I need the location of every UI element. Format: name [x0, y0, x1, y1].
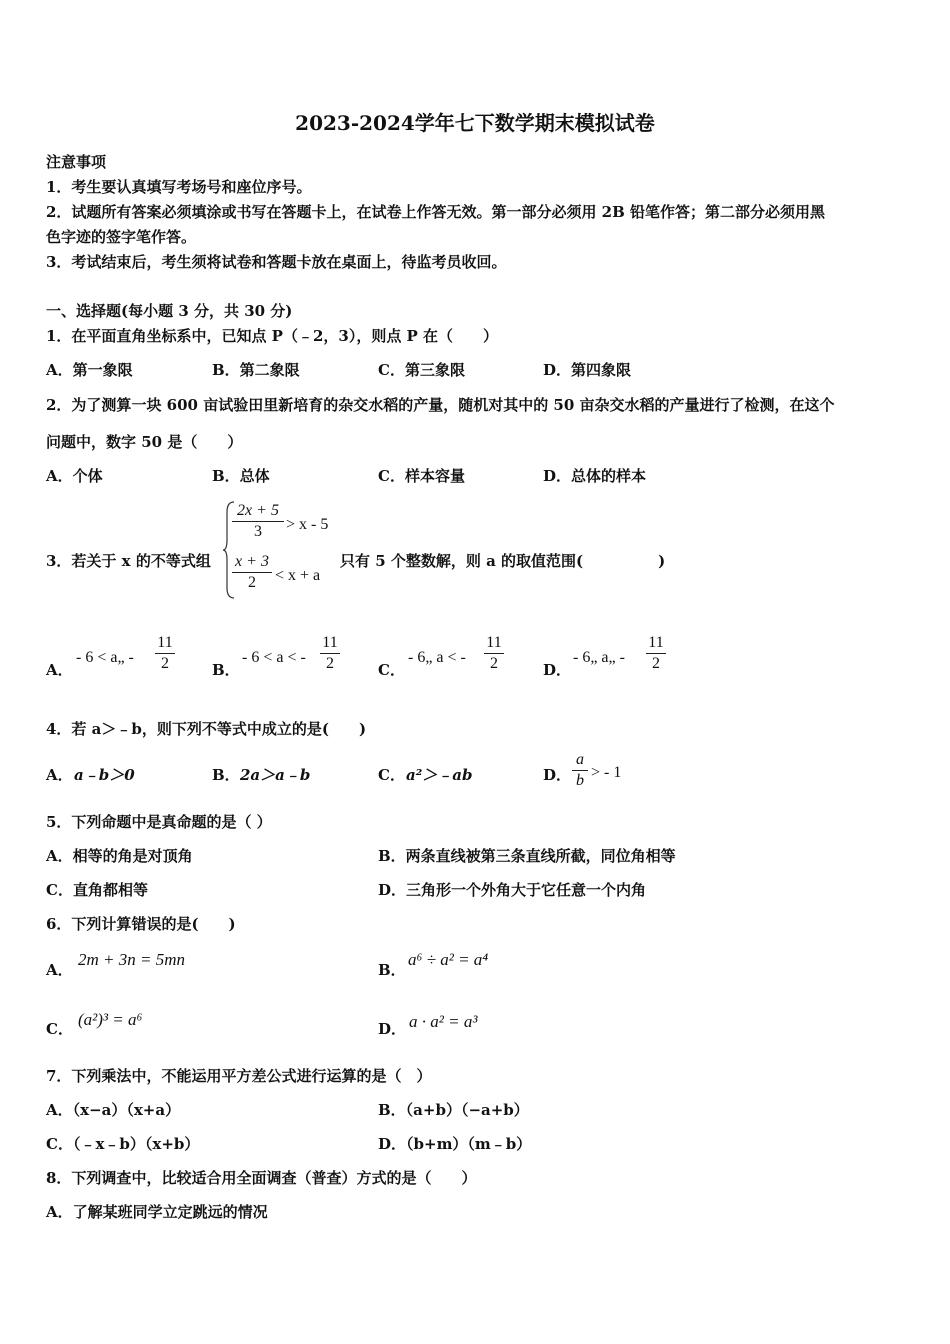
q3-option-d-fraction: 11 2 — [646, 634, 666, 673]
q4-option-a-label: A． — [46, 766, 73, 784]
ineq2-rhs: < x + a — [275, 567, 321, 584]
question-7-stem: 7．下列乘法中，不能运用平方差公式进行运算的是（ ） — [46, 1067, 432, 1085]
q3-option-c-expr: - 6„ a < - — [408, 649, 466, 666]
q1-option-d: D．第四象限 — [543, 361, 632, 379]
q5-option-b: B．两条直线被第三条直线所截，同位角相等 — [378, 847, 676, 865]
section-heading: 一、选择题(每小题 3 分，共 30 分) — [46, 302, 293, 320]
notice-item: 色字迹的签字笔作答。 — [46, 228, 197, 246]
q6-option-d-expr: a · a² = a³ — [409, 1012, 478, 1031]
notice-item: 3．考试结束后，考生须将试卷和答题卡放在桌面上，待监考员收回。 — [46, 253, 507, 271]
q8-option-a: A．了解某班同学立定跳远的情况 — [46, 1203, 268, 1221]
question-2-stem-cont: 问题中，数字 50 是（ ） — [46, 433, 243, 451]
question-2-stem: 2．为了测算一块 600 亩试验田里新培育的杂交水稻的产量，随机对其中的 50 亩杂交水稻的产量进行了检测，在这个 — [46, 396, 835, 414]
ineq1-rhs: > x - 5 — [286, 516, 329, 533]
q5-option-c: C．直角都相等 — [46, 881, 148, 899]
q3-option-b-expr: - 6 < a < - — [242, 649, 306, 666]
q4-option-b-label: B． — [212, 766, 240, 784]
question-1-stem: 1．在平面直角坐标系中，已知点 P（﹣2，3），则点 P 在（ ） — [46, 327, 499, 345]
q3-option-b-fraction: 11 2 — [320, 634, 340, 673]
q2-option-b: B．总体 — [212, 467, 270, 485]
page-title: 2023-2024学年七下数学期末模拟试卷 — [295, 111, 655, 135]
q4-option-b-expr: 2a＞a﹣b — [240, 766, 311, 784]
q2-option-a: A．个体 — [46, 467, 103, 485]
q3-option-a-expr: - 6 < a„ - — [76, 649, 134, 666]
q3-option-a-label: A． — [46, 661, 73, 679]
q6-option-c-expr: (a²)³ = a⁶ — [78, 1010, 143, 1029]
q6-option-c-label: C． — [46, 1020, 73, 1038]
question-4-stem: 4．若 a＞﹣b，则下列不等式中成立的是( ) — [46, 720, 367, 738]
q3-option-a-fraction: 11 2 — [155, 634, 175, 673]
q7-option-c: C．（﹣x﹣b）（x+b） — [46, 1135, 200, 1153]
q6-option-a-label: A． — [46, 961, 73, 979]
q5-option-a: A．相等的角是对顶角 — [46, 847, 193, 865]
question-3-stem-cont: 只有 5 个整数解，则 a 的取值范围( ) — [340, 552, 666, 570]
q5-option-d: D．三角形一个外角大于它任意一个内角 — [378, 881, 647, 899]
q7-option-a: A．（x−a）（x+a） — [46, 1101, 181, 1119]
q4-option-c-expr: a²＞﹣ab — [406, 766, 473, 784]
q1-option-b: B．第二象限 — [212, 361, 300, 379]
q3-option-d-expr: - 6„ a„ - — [573, 649, 625, 666]
q2-option-d: D．总体的样本 — [543, 467, 647, 485]
q1-option-a: A．第一象限 — [46, 361, 133, 379]
q4-option-d-rhs: > - 1 — [591, 764, 622, 781]
q7-option-d: D．（b+m）（m﹣b） — [378, 1135, 532, 1153]
q7-option-b: B．（a+b）（−a+b） — [378, 1101, 529, 1119]
q6-option-b-expr: a⁶ ÷ a² = a⁴ — [408, 950, 489, 969]
q4-option-d-label: D． — [543, 766, 572, 784]
notice-heading: 注意事项 — [46, 153, 107, 171]
q6-option-b-label: B． — [378, 961, 406, 979]
q4-option-a-expr: a﹣b＞0 — [74, 766, 135, 784]
q4-option-c-label: C． — [378, 766, 405, 784]
q2-option-c: C．样本容量 — [378, 467, 465, 485]
question-5-stem: 5．下列命题中是真命题的是（ ） — [46, 813, 272, 831]
question-6-stem: 6．下列计算错误的是( ) — [46, 915, 236, 933]
q6-option-d-label: D． — [378, 1020, 407, 1038]
q3-option-d-label: D． — [543, 661, 572, 679]
q1-option-c: C．第三象限 — [378, 361, 465, 379]
ineq2-fraction: x + 3 2 — [232, 553, 272, 592]
q4-option-d-fraction: a b — [572, 751, 588, 790]
question-8-stem: 8．下列调查中，比较适合用全面调查（普查）方式的是（ ） — [46, 1169, 477, 1187]
q3-option-b-label: B． — [212, 661, 240, 679]
q3-option-c-label: C． — [378, 661, 405, 679]
q6-option-a-expr: 2m + 3n = 5mn — [78, 950, 185, 969]
ineq1-fraction: 2x + 5 3 — [232, 502, 284, 541]
q3-option-c-fraction: 11 2 — [484, 634, 504, 673]
notice-item: 1．考生要认真填写考场号和座位序号。 — [46, 178, 312, 196]
notice-item: 2．试题所有答案必须填涂或书写在答题卡上，在试卷上作答无效。第一部分必须用 2B 铅笔作答；第二部分必须用黑 — [46, 203, 826, 221]
question-3-stem: 3．若关于 x 的不等式组 — [46, 552, 211, 570]
